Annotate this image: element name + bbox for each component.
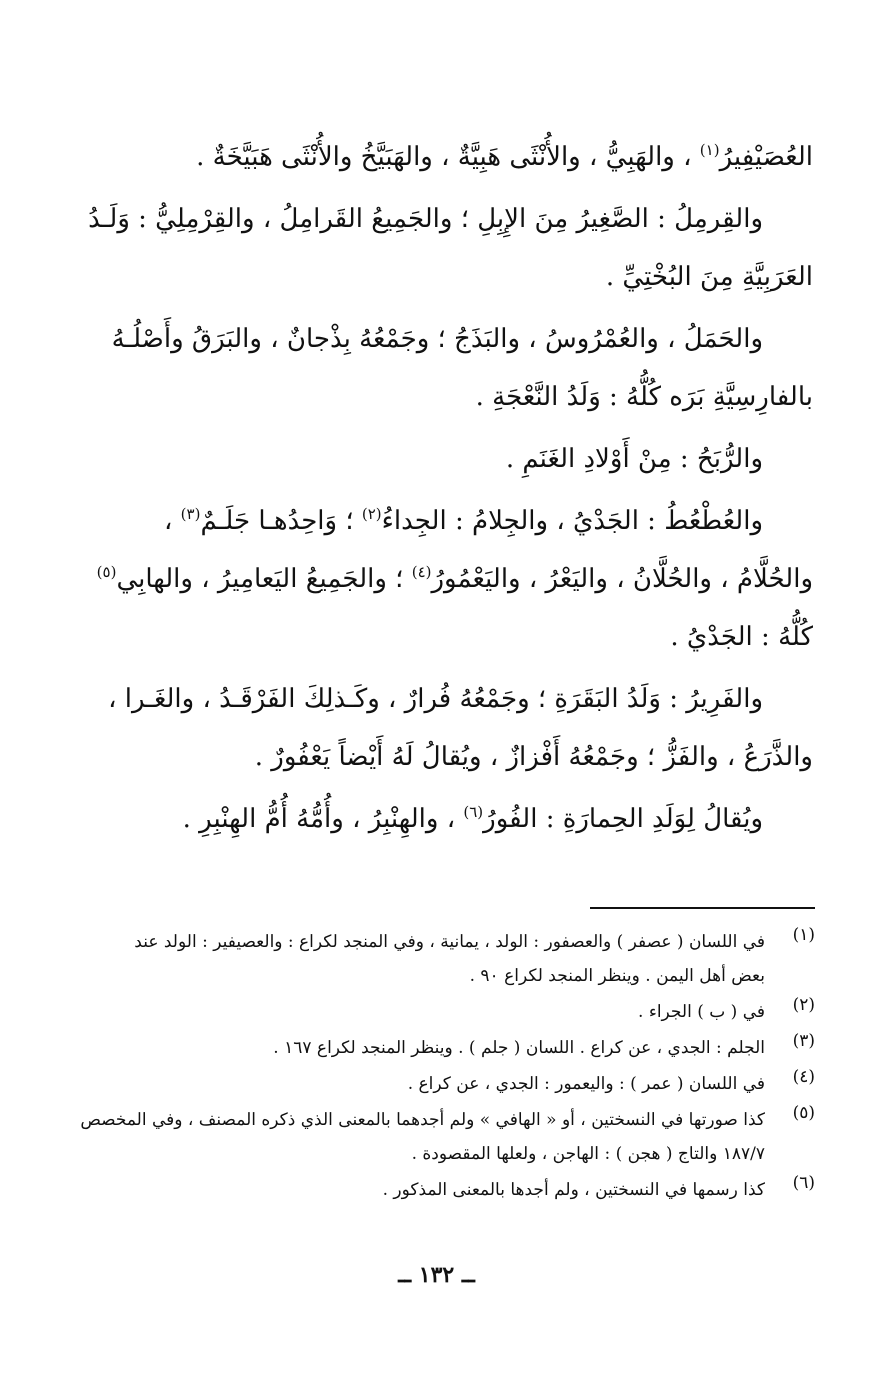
text-line (60, 190, 813, 248)
text-run: كُلُّهُ : الجَدْيُ . (670, 622, 813, 652)
text-line (60, 728, 813, 786)
footnote-marker: (٦) (463, 803, 484, 821)
footnote-marker: (٣) (180, 505, 201, 523)
text-line (60, 790, 813, 848)
text-line (60, 248, 813, 306)
text-line (60, 128, 813, 186)
text-run: والرُّبَحُ : مِنْ أَوْلادِ الغَنَمِ . (505, 444, 763, 474)
footnotes (60, 925, 815, 1209)
text-run: ؛ والجَمِيعُ اليَعامِيرُ ، والهابِي (116, 564, 412, 594)
footnote-number: (٥) (792, 1103, 815, 1123)
footnote-text: ١٨٧/٧ والتاج ( هجن ) : الهاجن ، ولعلها المقصودة . (411, 1144, 765, 1164)
footnote (60, 1173, 815, 1207)
text-run: بالفارِسِيَّةِ بَرَه كُلُّهُ : وَلَدُ النَّعْجَةِ . (475, 382, 813, 412)
paragraph-rubah (60, 430, 813, 488)
footnote-marker: (٥) (96, 563, 117, 581)
footnote (60, 925, 815, 993)
footnote (60, 1031, 815, 1065)
footnote-number: (٤) (792, 1067, 815, 1087)
footnote (60, 1067, 815, 1101)
text-run: والقِرمِلُ : الصَّغِيرُ مِنَ الإِبِلِ ؛ والجَمِيعُ القَرامِلُ ، والقِرْمِلِيُّ : وَلَـدُ (88, 204, 763, 234)
paragraph-utuat (60, 492, 813, 666)
footnote-number: (١) (792, 925, 815, 945)
text-line (60, 492, 813, 550)
footnote-text: كذا رسمها في النسختين ، ولم أجدها بالمعنى المذكور . (382, 1180, 765, 1200)
footnote (60, 995, 815, 1029)
text-line (60, 368, 813, 426)
footnote-marker: (٤) (411, 563, 432, 581)
main-text (60, 128, 813, 852)
footnote-text: في اللسان ( عمر ) : واليعمور : الجدي ، عن كراع . (407, 1074, 765, 1094)
text-run: ويُقالُ لِوَلَدِ الحِمارَةِ : الفُورُ (483, 804, 763, 834)
text-run: ، والهِنْبِرُ ، وأُمُّهُ أُمُّ الهِنْبِرِ . (182, 804, 464, 834)
page-number: ــ ١٣٢ ــ (398, 1262, 475, 1288)
text-line (60, 550, 813, 608)
text-run: ؛ وَاحِدُهـا جَلَـمٌ (200, 506, 362, 536)
footnote-text: بعض أهل اليمن . وينظر المنجد لكراع ٩٠ . (469, 966, 765, 986)
footnote-number: (٢) (792, 995, 815, 1015)
text-run: ، (164, 506, 181, 536)
text-line (60, 430, 813, 488)
text-run: والعُطْعُطُ : الجَدْيُ ، والجِلامُ : الجِداءُ (381, 506, 763, 536)
footnote-marker: (٢) (361, 505, 382, 523)
paragraph-hamal (60, 310, 813, 426)
text-run: العُصَيْفِيرُ (719, 142, 813, 172)
text-run: والحُلَّامُ ، والحُلَّانُ ، واليَعْرُ ، واليَعْمُورُ (431, 564, 813, 594)
text-run: والحَمَلُ ، والعُمْرُوسُ ، والبَذَجُ ؛ وجَمْعُهُ بِذْجانٌ ، والبَرَقُ وأَصْلُـهُ (111, 324, 763, 354)
footnote-number: (٣) (792, 1031, 815, 1051)
footnote-marker: (١) (699, 141, 720, 159)
footnote-separator (590, 907, 815, 909)
footnote-number: (٦) (792, 1173, 815, 1193)
text-run: والذَّرَعُ ، والفَزُّ ؛ وجَمْعُهُ أَفْزازٌ ، ويُقالُ لَهُ أَيْضاً يَعْفُورٌ . (254, 742, 813, 772)
paragraph-farir (60, 670, 813, 786)
text-line (60, 670, 813, 728)
text-run: العَرَبِيَّةِ مِنَ البُخْتِيِّ . (605, 262, 813, 292)
footnote-text: في اللسان ( عصفر ) والعصفور : الولد ، يمانية ، وفي المنجد لكراع : والعصيفير : الولد عند (134, 932, 765, 952)
footnote-text: كذا صورتها في النسختين ، أو « الهافي » ولم أجدهما بالمعنى الذي ذكره المصنف ، وفي المخصص (80, 1110, 765, 1130)
paragraph-hamara (60, 790, 813, 848)
footnote-text: الجلم : الجدي ، عن كراع . اللسان ( جلم ) . وينظر المنجد لكراع ١٦٧ . (273, 1038, 765, 1058)
footnote (60, 1103, 815, 1171)
text-line (60, 608, 813, 666)
text-line (60, 310, 813, 368)
text-run: والفَرِيرُ : وَلَدُ البَقَرَةِ ؛ وجَمْعُهُ فُرارٌ ، وكَـذلِكَ الفَرْقَـدُ ، والغَـرا ، (108, 684, 763, 714)
text-run: ، والهَبِيُّ ، والأُنْثَى هَبِيَّةٌ ، والهَبَيَّخُ والأُنْثَى هَبَيَّخَةٌ . (196, 142, 700, 172)
paragraph-asaifir (60, 128, 813, 186)
footnote-text: في ( ب ) الجراء . (638, 1002, 765, 1022)
paragraph-qirmil (60, 190, 813, 306)
